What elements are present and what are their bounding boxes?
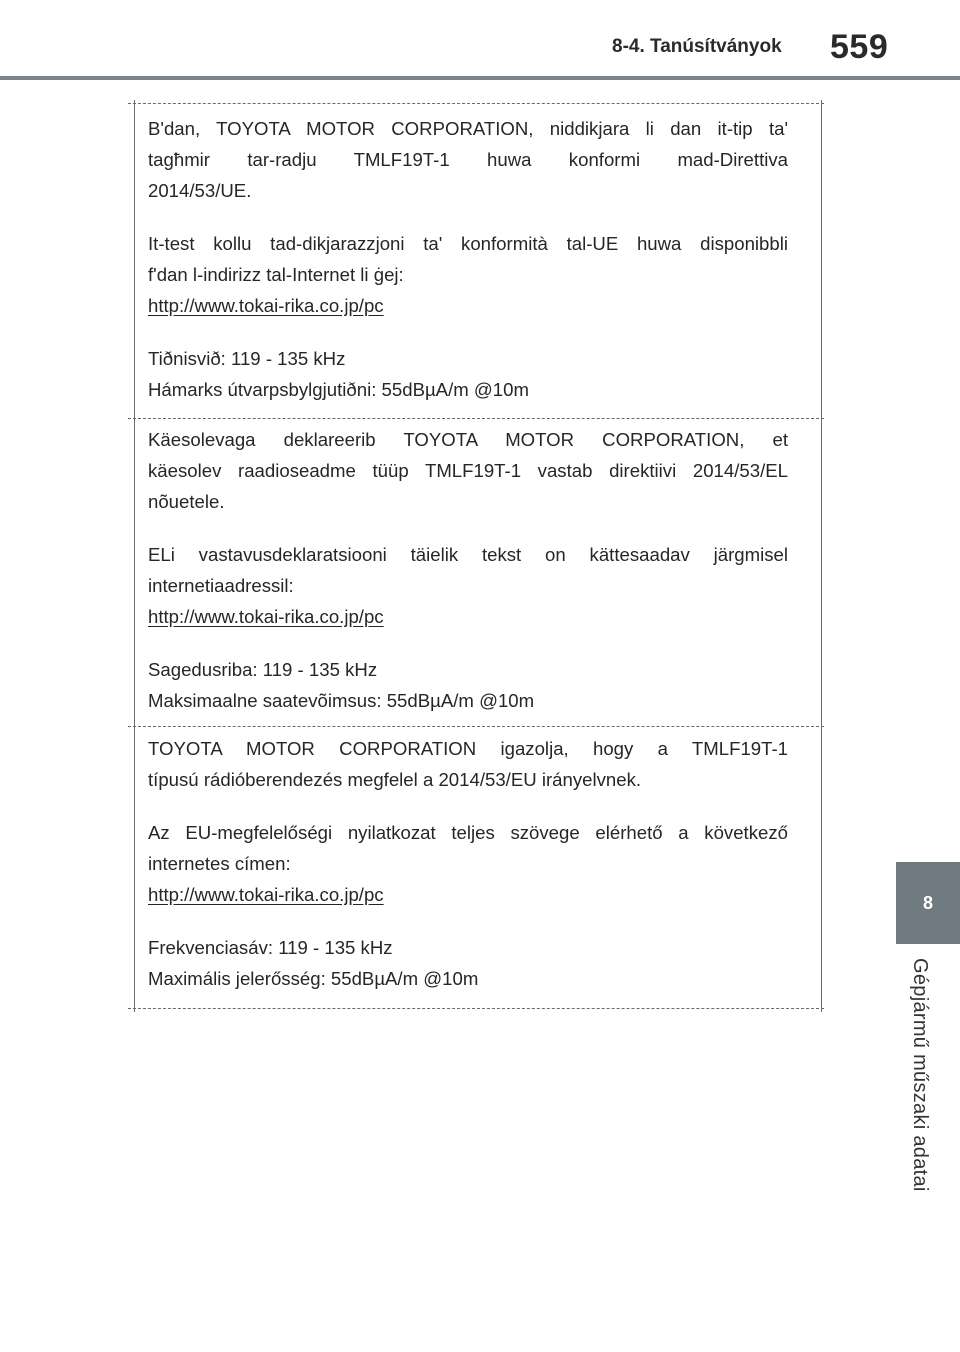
declaration-section-hu — [148, 733, 788, 1016]
fulltext-paragraph — [148, 817, 788, 910]
frequency-band: Sagedusriba: 119 - 135 kHz — [148, 659, 378, 680]
declaration-line: nõuetele. — [148, 491, 225, 512]
declaration-url-link[interactable]: http://www.tokai-rika.co.jp/pc — [148, 295, 384, 316]
declaration-line: típusú rádióberendezés megfelel a 2014/53/EU irányelvnek. — [148, 769, 642, 790]
declaration-section-et — [148, 424, 788, 738]
chapter-name: Gépjármű műszaki adatai — [909, 958, 931, 1192]
max-power: Maksimaalne saatevõimsus: 55dBµA/m @10m — [148, 690, 535, 711]
header-rule — [0, 76, 960, 80]
declaration-line: Käesolevaga deklareerib TOYOTA MOTOR CORPORATION, et — [148, 429, 788, 450]
declaration-line: käesolev raadioseadme tüüp TMLF19T-1 vastab direktiivi 2014/53/EL — [148, 460, 788, 481]
declaration-line: 2014/53/UE. — [148, 180, 252, 201]
declaration-url-link[interactable]: http://www.tokai-rika.co.jp/pc — [148, 606, 384, 627]
declaration-paragraph — [148, 733, 788, 795]
fulltext-line: ELi vastavusdeklaratsiooni täielik tekst on kättesaadav järgmisel — [148, 544, 788, 565]
declaration-section-mt — [148, 113, 788, 427]
box-top-border — [128, 103, 824, 104]
declaration-paragraph — [148, 113, 788, 206]
section-title: 8-4. Tanúsítványok — [612, 36, 782, 57]
technical-data — [148, 343, 788, 405]
fulltext-line: internetes címen: — [148, 853, 291, 874]
declaration-paragraph — [148, 424, 788, 517]
frequency-band: Frekvenciasáv: 119 - 135 kHz — [148, 937, 393, 958]
declaration-line: tagħmir tar-radju TMLF19T-1 huwa konformi mad-Direttiva — [148, 149, 788, 170]
max-power: Maximális jelerősség: 55dBµA/m @10m — [148, 968, 479, 989]
page-number: 559 — [830, 28, 889, 66]
fulltext-line: internetiaadressil: — [148, 575, 294, 596]
fulltext-paragraph — [148, 228, 788, 321]
max-power: Hámarks útvarpsbylgjutiðni: 55dBµA/m @10m — [148, 379, 529, 400]
chapter-number: 8 — [922, 892, 933, 913]
declaration-line: B'dan, TOYOTA MOTOR CORPORATION, niddikjara li dan it-tip ta' — [148, 118, 788, 139]
frequency-band: Tiðnisvið: 119 - 135 kHz — [148, 348, 346, 369]
fulltext-paragraph — [148, 539, 788, 632]
fulltext-line: Az EU-megfelelőségi nyilatkozat teljes szövege elérhető a következő — [148, 822, 788, 843]
fulltext-line: It-test kollu tad-dikjarazzjoni ta' konformità tal-UE huwa disponibbli — [148, 233, 788, 254]
fulltext-line: f'dan l-indirizz tal-Internet li ġej: — [148, 264, 404, 285]
technical-data — [148, 654, 788, 716]
declaration-line: TOYOTA MOTOR CORPORATION igazolja, hogy a TMLF19T-1 — [148, 738, 788, 759]
technical-data — [148, 932, 788, 994]
chapter-tab[interactable] — [896, 862, 960, 944]
declaration-url-link[interactable]: http://www.tokai-rika.co.jp/pc — [148, 884, 384, 905]
